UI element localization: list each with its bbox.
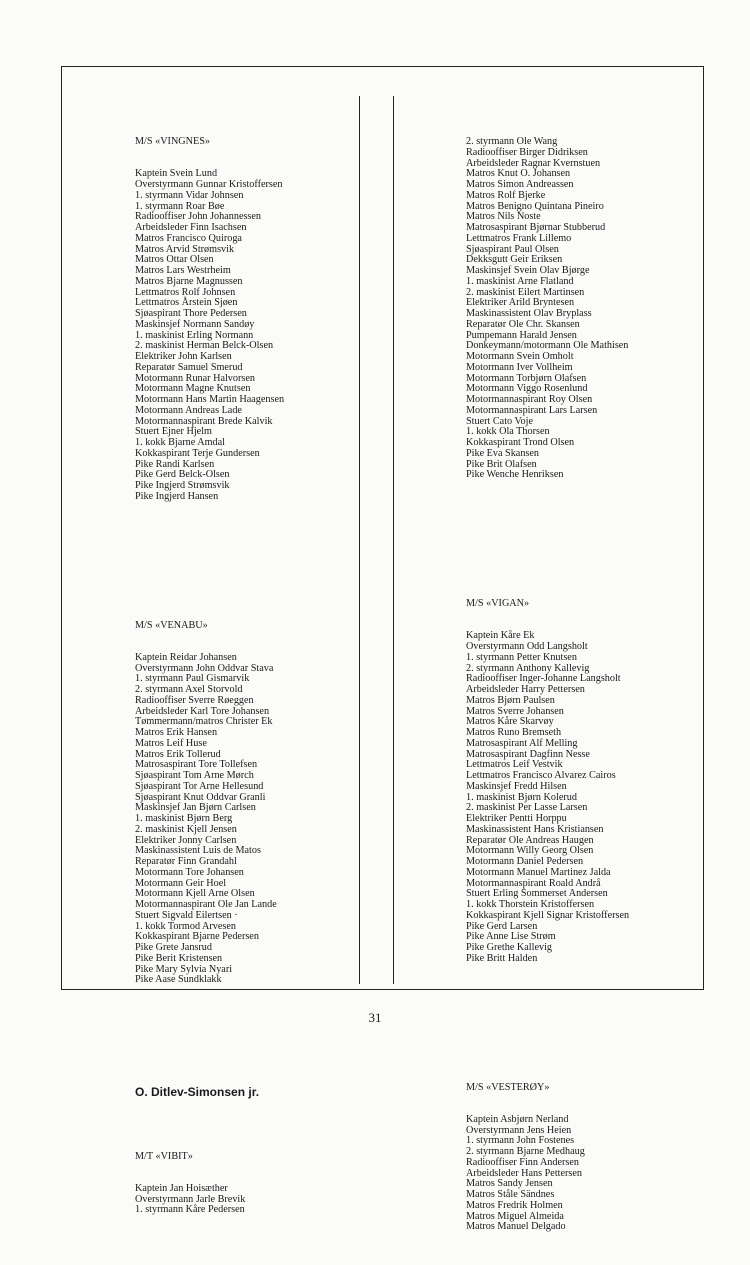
crew-member: Motormann Kjell Arne Olsen xyxy=(135,888,255,900)
crew-member: Matros Leif Huse xyxy=(135,737,207,749)
ship-name: M/S «VIGAN» xyxy=(466,598,530,609)
crew-member: 1. kokk Thorstein Kristoffersen xyxy=(466,899,595,910)
crew-member: Pike Anne Lise Strøm xyxy=(466,931,556,943)
crew-member: Stuert Sigvald Eilertsen · xyxy=(135,909,238,921)
crew-member: Matros Sandy Jensen xyxy=(466,1178,553,1190)
crew-list xyxy=(135,653,353,986)
page-number: 31 xyxy=(368,1010,382,1025)
crew-member: Motormann Hans Martin Haagensen xyxy=(135,394,285,405)
crew-member: 2. maskinist Kjell Jensen xyxy=(135,823,237,835)
crew-member: Overstyrmann Jarle Brevik xyxy=(135,1193,246,1205)
crew-member: Arbeidsleder Finn Isachsen xyxy=(135,222,247,233)
crew-member: Matros Kåre Skarvøy xyxy=(466,716,554,728)
crew-member: Pike Gerd Larsen xyxy=(466,920,538,932)
crew-member: Matros Ståle Sändnes xyxy=(466,1189,555,1200)
crew-member: Matrosaspirant Dagfinn Nesse xyxy=(466,748,590,760)
crew-member: Overstyrmann Jens Heien xyxy=(466,1124,572,1136)
crew-member: Elektriker Arild Bryntesen xyxy=(466,297,575,309)
crew-member: Kaptein Asbjørn Nerland xyxy=(466,1113,569,1125)
ship-section-venabu xyxy=(135,599,353,1008)
crew-member: Pumpemann Harald Jensen xyxy=(466,329,577,341)
crew-member: Kaptein Kåre Ek xyxy=(466,630,535,642)
crew-member: Pike Grete Jansrud xyxy=(135,942,212,953)
crew-member: Matrosaspirant Tore Tollefsen xyxy=(135,759,258,771)
crew-member: 1. kokk Ola Thorsen xyxy=(466,426,550,438)
crew-member: 2. maskinist Herman Belck-Olsen xyxy=(135,340,274,352)
crew-member: Sjøaspirant Paul Olsen xyxy=(466,243,559,255)
crew-member: Kokkaspirant Terje Gundersen xyxy=(135,447,260,459)
crew-member: Pike Gerd Belck-Olsen xyxy=(135,469,230,481)
crew-member: Motormann Andreas Lade xyxy=(135,404,242,416)
crew-member: Kaptein Jan Hoisæther xyxy=(135,1182,228,1194)
crew-member: 1. styrmann John Fostenes xyxy=(466,1135,575,1147)
crew-member: Sjøaspirant Thore Pedersen xyxy=(135,308,247,319)
crew-member: Matros Francisco Quiroga xyxy=(135,232,242,244)
crew-member: Pike Britt Halden xyxy=(466,952,538,964)
crew-member: Donkeymann/motormann Ole Mathisen xyxy=(466,340,629,352)
crew-member: Radiooffiser John Johannessen xyxy=(135,211,262,223)
crew-member: Motormann Runar Halvorsen xyxy=(135,372,255,384)
crew-list xyxy=(466,631,696,964)
crew-member: Kaptein Svein Lund xyxy=(135,168,218,180)
crew-member: Arbeidsleder Hans Pettersen xyxy=(466,1167,582,1179)
crew-member: Pike Grethe Kallevig xyxy=(466,942,553,953)
company-heading: O. Ditlev-Simonsen jr. xyxy=(135,1084,260,1099)
crew-list xyxy=(466,137,696,481)
ship-section-vibit-continued xyxy=(466,116,696,503)
crew-member: 1. styrmann Kåre Pedersen xyxy=(135,1204,245,1216)
crew-member: Motormannaspirant Roald Andrå xyxy=(466,877,601,889)
crew-member: Matros Miguel Almeida xyxy=(466,1210,564,1222)
crew-member: Pike Mary Sylvia Nyari xyxy=(135,963,233,975)
crew-member: 2. maskinist Per Lasse Larsen xyxy=(466,802,588,814)
ship-section-vigan xyxy=(466,578,696,987)
crew-member: Radiooffiser Sverre Røeggen xyxy=(135,694,254,706)
crew-member: Arbeidsleder Ragnar Kvernstuen xyxy=(466,157,601,169)
crew-member: Sjøaspirant Knut Oddvar Granli xyxy=(135,791,266,803)
crew-member: Pike Ingjerd Hansen xyxy=(135,490,219,502)
crew-member: 1. kokk Tormod Arvesen xyxy=(135,920,236,932)
crew-member: Matros Arvid Strømsvik xyxy=(135,243,235,255)
crew-member: Reparatør Ole Chr. Skansen xyxy=(466,318,580,330)
crew-member: Kaptein Reidar Johansen xyxy=(135,651,237,663)
crew-member: 1. styrmann Roar Bøe xyxy=(135,200,225,212)
crew-member: Motormannaspirant Ole Jan Lande xyxy=(135,899,277,910)
crew-member: Matros Rolf Bjerke xyxy=(466,189,546,201)
crew-member: Stuert Erling Sommerset Andersen xyxy=(466,888,608,900)
crew-member: Maskinsjef Normann Sandøy xyxy=(135,318,255,330)
crew-member: Pike Wenche Henriksen xyxy=(466,469,564,481)
crew-member: Matros Simon Andreassen xyxy=(466,179,574,190)
crew-member: Overstyrmann Odd Langsholt xyxy=(466,641,588,652)
crew-member: 1. maskinist Arne Flatland xyxy=(466,275,574,287)
crew-member: Elektriker Pentti Horppu xyxy=(466,813,567,824)
left-column xyxy=(135,94,353,1248)
crew-member: 1. maskinist Erling Normann xyxy=(135,329,254,341)
crew-member: Matros Sverre Johansen xyxy=(466,705,564,717)
crew-member: Motormannaspirant Brede Kalvik xyxy=(135,415,273,427)
crew-member: Matros Bjørn Paulsen xyxy=(466,694,555,706)
left-column-rule xyxy=(359,96,360,984)
crew-member: Motormann Svein Omholt xyxy=(466,351,574,362)
ship-name: M/S «VENABU» xyxy=(135,619,208,631)
crew-list xyxy=(466,1115,696,1233)
crew-member: Motormann Iver Vollheim xyxy=(466,361,573,373)
crew-member: Motormann Geir Hoel xyxy=(135,877,227,889)
right-column xyxy=(466,94,696,1265)
crew-member: Pike Eva Skansen xyxy=(466,447,539,459)
crew-member: Pike Randi Karlsen xyxy=(135,458,215,470)
crew-member: Maskinassistent Luis de Matos xyxy=(135,845,261,857)
crew-member: Pike Brit Olafsen xyxy=(466,458,537,470)
crew-member: Maskinsjef Fredd Hilsen xyxy=(466,780,567,792)
crew-member: 1. styrmann Paul Gismarvik xyxy=(135,673,250,685)
crew-member: Matros Ottar Olsen xyxy=(135,254,214,266)
crew-member: Radiooffiser Finn Andersen xyxy=(466,1156,579,1168)
crew-member: Sjøaspirant Tom Arne Mørch xyxy=(135,770,254,781)
crew-member: Kokkaspirant Kjell Signar Kristoffersen xyxy=(466,909,630,921)
crew-member: Matros Bjarne Magnussen xyxy=(135,275,243,287)
crew-member: Sjøaspirant Tor Arne Hellesund xyxy=(135,780,264,792)
crew-member: Elektriker John Karlsen xyxy=(135,351,232,362)
crew-member: 2. styrmann Anthony Kallevig xyxy=(466,662,590,674)
crew-member: Radiooffiser Birger Didriksen xyxy=(466,146,588,158)
crew-member: Maskinsjef Svein Olav Bjørge xyxy=(466,265,590,276)
crew-member: Matros Lars Westrheim xyxy=(135,265,231,276)
crew-member: Lettmatros Rolf Johnsen xyxy=(135,286,236,298)
ship-name: M/S «VINGNES» xyxy=(135,136,210,147)
crew-member: Stuert Cato Voje xyxy=(466,415,533,427)
crew-member: Pike Berit Kristensen xyxy=(135,952,223,964)
crew-member: Overstyrmann Gunnar Kristoffersen xyxy=(135,179,283,190)
crew-member: Motormannaspirant Roy Olsen xyxy=(466,394,593,405)
crew-member: Matros Runo Bremseth xyxy=(466,727,562,738)
crew-member: Stuert Ejner Hjelm xyxy=(135,426,212,438)
crew-list xyxy=(135,169,353,502)
crew-member: Pike Ingjerd Strømsvik xyxy=(135,480,230,491)
crew-member: 1. kokk Bjarne Amdal xyxy=(135,437,225,448)
ship-section-vibit xyxy=(135,1130,353,1238)
right-column-rule xyxy=(393,96,394,984)
crew-member: Matros Manuel Delgado xyxy=(466,1221,566,1233)
ship-section-vingnes xyxy=(135,116,353,525)
crew-member: 2. styrmann Ole Wang xyxy=(466,136,558,147)
crew-member: Radiooffiser Inger-Johanne Langsholt xyxy=(466,673,621,685)
crew-member: Motormann Tore Johansen xyxy=(135,866,244,878)
crew-member: Lettmatros Årstein Sjøen xyxy=(135,297,238,309)
crew-member: Motormann Willy Georg Olsen xyxy=(466,845,594,857)
crew-member: Motormann Viggo Rosenlund xyxy=(466,383,588,395)
crew-list xyxy=(135,1184,353,1216)
crew-member: Arbeidsleder Karl Tore Johansen xyxy=(135,705,270,717)
crew-member: Maskinsjef Jan Bjørn Carlsen xyxy=(135,802,256,814)
crew-member: 1. maskinist Bjørn Berg xyxy=(135,813,233,824)
crew-member: Arbeidsleder Harry Pettersen xyxy=(466,684,585,695)
ship-section-vesteroy xyxy=(466,1061,696,1255)
crew-member: Kokkaspirant Trond Olsen xyxy=(466,437,575,448)
crew-member: Pike Aase Sundklakk xyxy=(135,974,222,986)
crew-member: Lettmatros Francisco Alvarez Cairos xyxy=(466,770,616,781)
crew-member: Matros Benigno Quintana Pineiro xyxy=(466,200,604,212)
crew-member: Matros Erik Tollerud xyxy=(135,748,221,760)
crew-member: 2. maskinist Eilert Martinsen xyxy=(466,286,585,298)
crew-member: Motormann Magne Knutsen xyxy=(135,383,251,395)
crew-member: Kokkaspirant Bjarne Pedersen xyxy=(135,931,259,943)
crew-member: Elektriker Jonny Carlsen xyxy=(135,834,237,846)
ship-name: M/S «VESTERØY» xyxy=(466,1081,550,1093)
crew-member: Reparatør Ole Andreas Haugen xyxy=(466,834,594,846)
crew-member: Overstyrmann John Oddvar Stava xyxy=(135,662,274,674)
ship-name: M/T «VIBIT» xyxy=(135,1150,193,1162)
crew-member: 1. styrmann Vidar Johnsen xyxy=(135,189,244,201)
crew-member: Motormann Torbjørn Olafsen xyxy=(466,372,587,384)
crew-member: Reparatør Finn Grandahl xyxy=(135,856,237,867)
crew-member: Reparatør Samuel Smerud xyxy=(135,361,243,373)
crew-member: Matros Nils Noste xyxy=(466,211,541,223)
crew-member: Dekksgutt Geir Eriksen xyxy=(466,254,563,266)
crew-member: Lettmatros Frank Lillemo xyxy=(466,232,572,244)
crew-member: Matrosaspirant Bjørnar Stubberud xyxy=(466,222,606,233)
crew-member: Maskinassistent Olav Bryplass xyxy=(466,308,592,319)
crew-member: Maskinassistent Hans Kristiansen xyxy=(466,823,604,835)
crew-member: Matros Fredrik Holmen xyxy=(466,1199,563,1211)
crew-member: Motormannaspirant Lars Larsen xyxy=(466,404,598,416)
crew-member: 1. styrmann Petter Knutsen xyxy=(466,651,577,663)
crew-member: Lettmatros Leif Vestvik xyxy=(466,759,563,771)
crew-member: 2. styrmann Bjarne Medhaug xyxy=(466,1146,585,1157)
crew-member: Matros Erik Hansen xyxy=(135,727,218,738)
crew-member: Matros Knut O. Johansen xyxy=(466,168,571,180)
crew-member: Tømmermann/matros Christer Ek xyxy=(135,716,273,728)
crew-member: Motormann Daniel Pedersen xyxy=(466,856,584,867)
crew-member: 2. styrmann Axel Storvold xyxy=(135,684,243,695)
crew-member: Motormann Manuel Martinez Jalda xyxy=(466,866,611,878)
crew-member: 1. maskinist Bjørn Kolerud xyxy=(466,791,577,803)
crew-member: Matrosaspirant Alf Melling xyxy=(466,737,578,749)
